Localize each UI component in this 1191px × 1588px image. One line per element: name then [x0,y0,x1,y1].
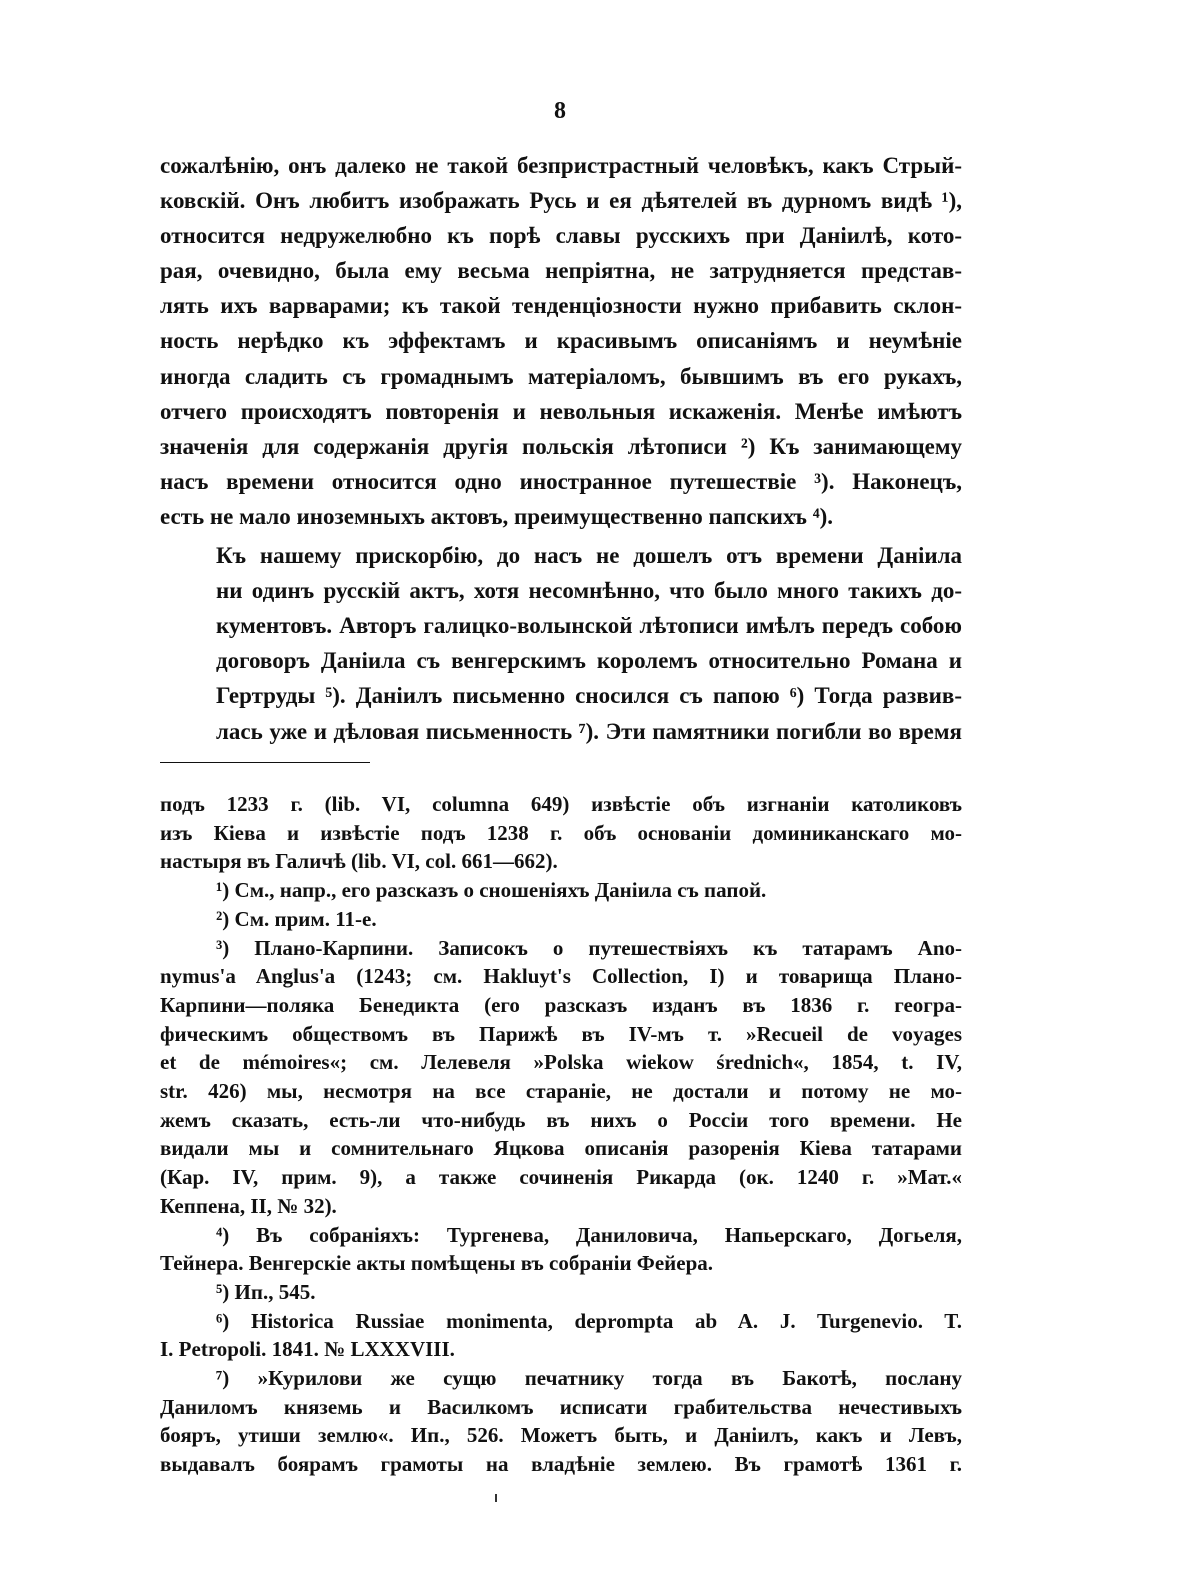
text-line: отчего происходятъ повторенія и невольныя искаженія. Менѣе имѣютъ [160,398,962,424]
footnote-line: видали мы и сомнительнаго Яцкова описанія разоренія Кіева татарами [160,1136,962,1161]
text-line: есть не мало иноземныхъ актовъ, преимущественно папскихъ ⁴). [160,503,833,529]
footnote-line: ¹) См., напр., его разсказъ о сношеніяхъ Даніила съ папой. [216,878,767,903]
text-line: относится недружелюбно къ порѣ славы русскихъ при Даніилѣ, кото- [160,223,962,249]
footnote-line: ⁴) Въ собраніяхъ: Тургенева, Даниловича, Напьерскаго, Догьеля, [216,1222,962,1247]
print-speck [495,1494,497,1502]
footnote-line: ³) Плано-Карпини. Записокъ о путешествіяхъ къ татарамъ Ano- [216,935,962,960]
footnote-line: nymus'a Anglus'a (1243; см. Hakluyt's Collection, I) и товарища Плано- [160,964,962,989]
footnote-3 [160,934,962,1221]
text-line: Къ нашему прискорбію, до насъ не дошелъ отъ времени Даніила [216,543,962,569]
footnote-line: изъ Кіева и извѣстіе подъ 1238 г. объ основаніи доминиканскаго мо- [160,820,962,845]
footnote-line: (Кар. IV, прим. 9), а также сочиненія Рикарда (ок. 1240 г. »Мат.« [160,1165,962,1190]
text-line: лась уже и дѣловая письменность ⁷). Эти памятники погибли во время [216,718,962,744]
text-line: сожалѣнію, онъ далеко не такой безпристрастный человѣкъ, какъ Стрый- [160,153,962,178]
footnotes [160,790,962,1479]
footnote-5 [160,1278,962,1307]
main-text [160,148,962,749]
text-line: значенія для содержанія другія польскія лѣтописи ²) Къ занимающему [160,433,962,459]
text-line: ность нерѣдко къ эффектамъ и красивымъ описаніямъ и неумѣніе [160,328,962,354]
footnote-1 [160,876,962,905]
footnote-line: Кеппена, II, № 32). [160,1193,337,1218]
text-line: ни одинъ русскій актъ, хотя несомнѣнно, что было много такихъ до- [216,578,962,604]
footnote-line: ⁶) Historica Russiae monimenta, deprompta ab A. J. Turgenevio. T. [216,1308,962,1333]
text-line: насъ времени относится одно иностранное путешествіе ³). Наконецъ, [160,468,962,494]
text-line: кументовъ. Авторъ галицко-волынской лѣтописи имѣлъ передъ собою [216,613,962,639]
text-line: договоръ Даніила съ венгерскимъ королемъ относительно Романа и [216,648,962,674]
text-line: Гертруды ⁵). Даніилъ письменно сносился съ папою ⁶) Тогда развив- [216,683,962,709]
footnote-line: Карпини—поляка Бенедикта (его разсказъ изданъ въ 1836 г. геогра- [160,992,962,1017]
footnote-line: жемъ сказать, есть-ли что-нибудь въ нихъ о Россіи того времени. Не [160,1107,962,1132]
footnote-continuation [160,790,962,876]
footnote-line: выдавалъ боярамъ грамоты на владѣніе землею. Въ грамотѣ 1361 г. [160,1452,962,1477]
paragraph-2 [160,538,962,749]
footnote-line: бояръ, утиши землю«. Ип., 526. Можетъ быть, и Даніилъ, какъ и Левъ, [160,1423,962,1448]
footnote-line: ⁵) Ип., 545. [216,1279,316,1304]
footnote-4 [160,1221,962,1278]
page-number: 8 [554,98,566,124]
footnote-line: фическимъ обществомъ въ Парижѣ въ IV-мъ т. »Recueil de voyages [160,1021,962,1046]
footnote-line: подъ 1233 г. (lib. VI, columna 649) извѣстіе объ изгнаніи католиковъ [160,792,962,816]
footnote-line: str. 426) мы, несмотря на все стараніе, не достали и потому не мо- [160,1079,962,1104]
footnote-line: Тейнера. Венгерскіе акты помѣщены въ собраніи Фейера. [160,1251,714,1276]
footnote-line: I. Petropoli. 1841. № LXXXVIII. [160,1337,455,1362]
text-line: рая, очевидно, была ему весьма непріятна, не затрудняется представ- [160,258,962,284]
text-line: лять ихъ варварами; къ такой тенденціозности нужно прибавить склон- [160,293,962,319]
paragraph-1 [160,148,962,534]
footnote-7 [160,1364,962,1479]
text-line: иногда сладить съ громаднымъ матеріаломъ, бывшимъ въ его рукахъ, [160,363,962,389]
footnote-line: et de mémoires«; см. Лелевеля »Polska wiekow średnich«, 1854, t. IV, [160,1050,962,1075]
footnote-line: Даниломъ княземь и Василкомъ исписати грабительства нечестивыхъ [160,1394,962,1419]
footnote-6 [160,1307,962,1364]
footnote-line: ⁷) »Курилови же сущю печатнику тогда въ Бакотѣ, послану [216,1366,962,1391]
footnote-2 [160,905,962,934]
footnote-separator [160,762,370,763]
text-line: ковскій. Онъ любитъ изображать Русь и ея дѣятелей въ дурномъ видѣ ¹), [160,188,962,214]
footnote-line: ²) См. прим. 11-е. [216,906,377,931]
footnote-line: настыря въ Галичѣ (lib. VI, col. 661—662). [160,849,558,874]
